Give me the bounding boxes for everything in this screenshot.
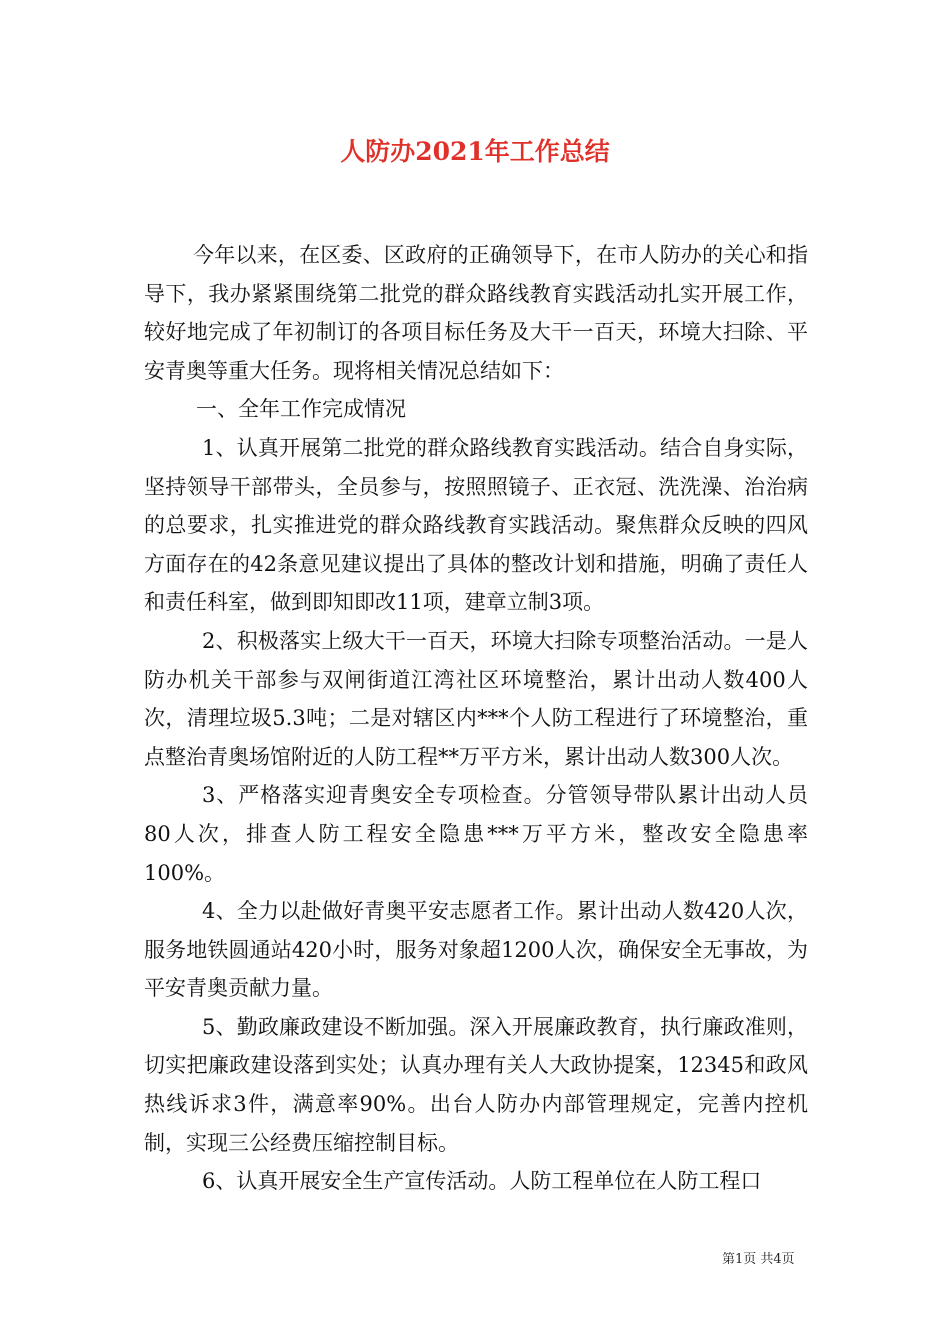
document-body <box>144 236 808 1201</box>
paragraph-item-3: 3、严格落实迎青奥安全专项检查。分管领导带队累计出动人员80人次，排查人防工程安全隐患***万平方米，整改安全隐患率100%。 <box>144 783 808 885</box>
intro-paragraph: 今年以来，在区委、区政府的正确领导下，在市人防办的关心和指导下，我办紧紧围绕第二批党的群众路线教育实践活动扎实开展工作，较好地完成了年初制订的各项目标任务及大干一百天，环境大扫除、平安青奥等重大任务。现将相关情况总结如下： <box>144 243 808 383</box>
paragraph-item-4: 4、全力以赴做好青奥平安志愿者工作。累计出动人数420人次，服务地铁圆通站420小时，服务对象超1200人次，确保安全无事故，为平安青奥贡献力量。 <box>144 899 808 1001</box>
page-number: 第1页 共4页 <box>722 1252 795 1267</box>
paragraph-item-2: 2、积极落实上级大干一百天，环境大扫除专项整治活动。一是人防办机关干部参与双闸街道江湾社区环境整治，累计出动人数400人次，清理垃圾5.3吨；二是对辖区内***个人防工程进行了环境整治，重点整治青奥场馆附近的人防工程**万平方米，累计出动人数300人次。 <box>144 628 808 769</box>
paragraph-item-5: 5、勤政廉政建设不断加强。深入开展廉政教育，执行廉政准则，切实把廉政建设落到实处；认真办理有关人大政协提案，12345和政风热线诉求3件，满意率90%。出台人防办内部管理规定，完善内控机制，实现三公经费压缩控制目标。 <box>144 1014 808 1155</box>
paragraph-item-1: 1、认真开展第二批党的群众路线教育实践活动。结合自身实际，坚持领导干部带头，全员参与，按照照镜子、正衣冠、洗洗澡、治治病的总要求，扎实推进党的群众路线教育实践活动。聚焦群众反映的四风方面存在的42条意见建议提出了具体的整改计划和措施，明确了责任人和责任科室，做到即知即改11项，建章立制3项。 <box>144 435 808 615</box>
document-title: 人防办2021年工作总结 <box>340 137 610 166</box>
paragraph-item-6: 6、认真开展安全生产宣传活动。人防工程单位在人防工程口 <box>202 1169 762 1194</box>
section-heading: 一、全年工作完成情况 <box>196 397 406 422</box>
